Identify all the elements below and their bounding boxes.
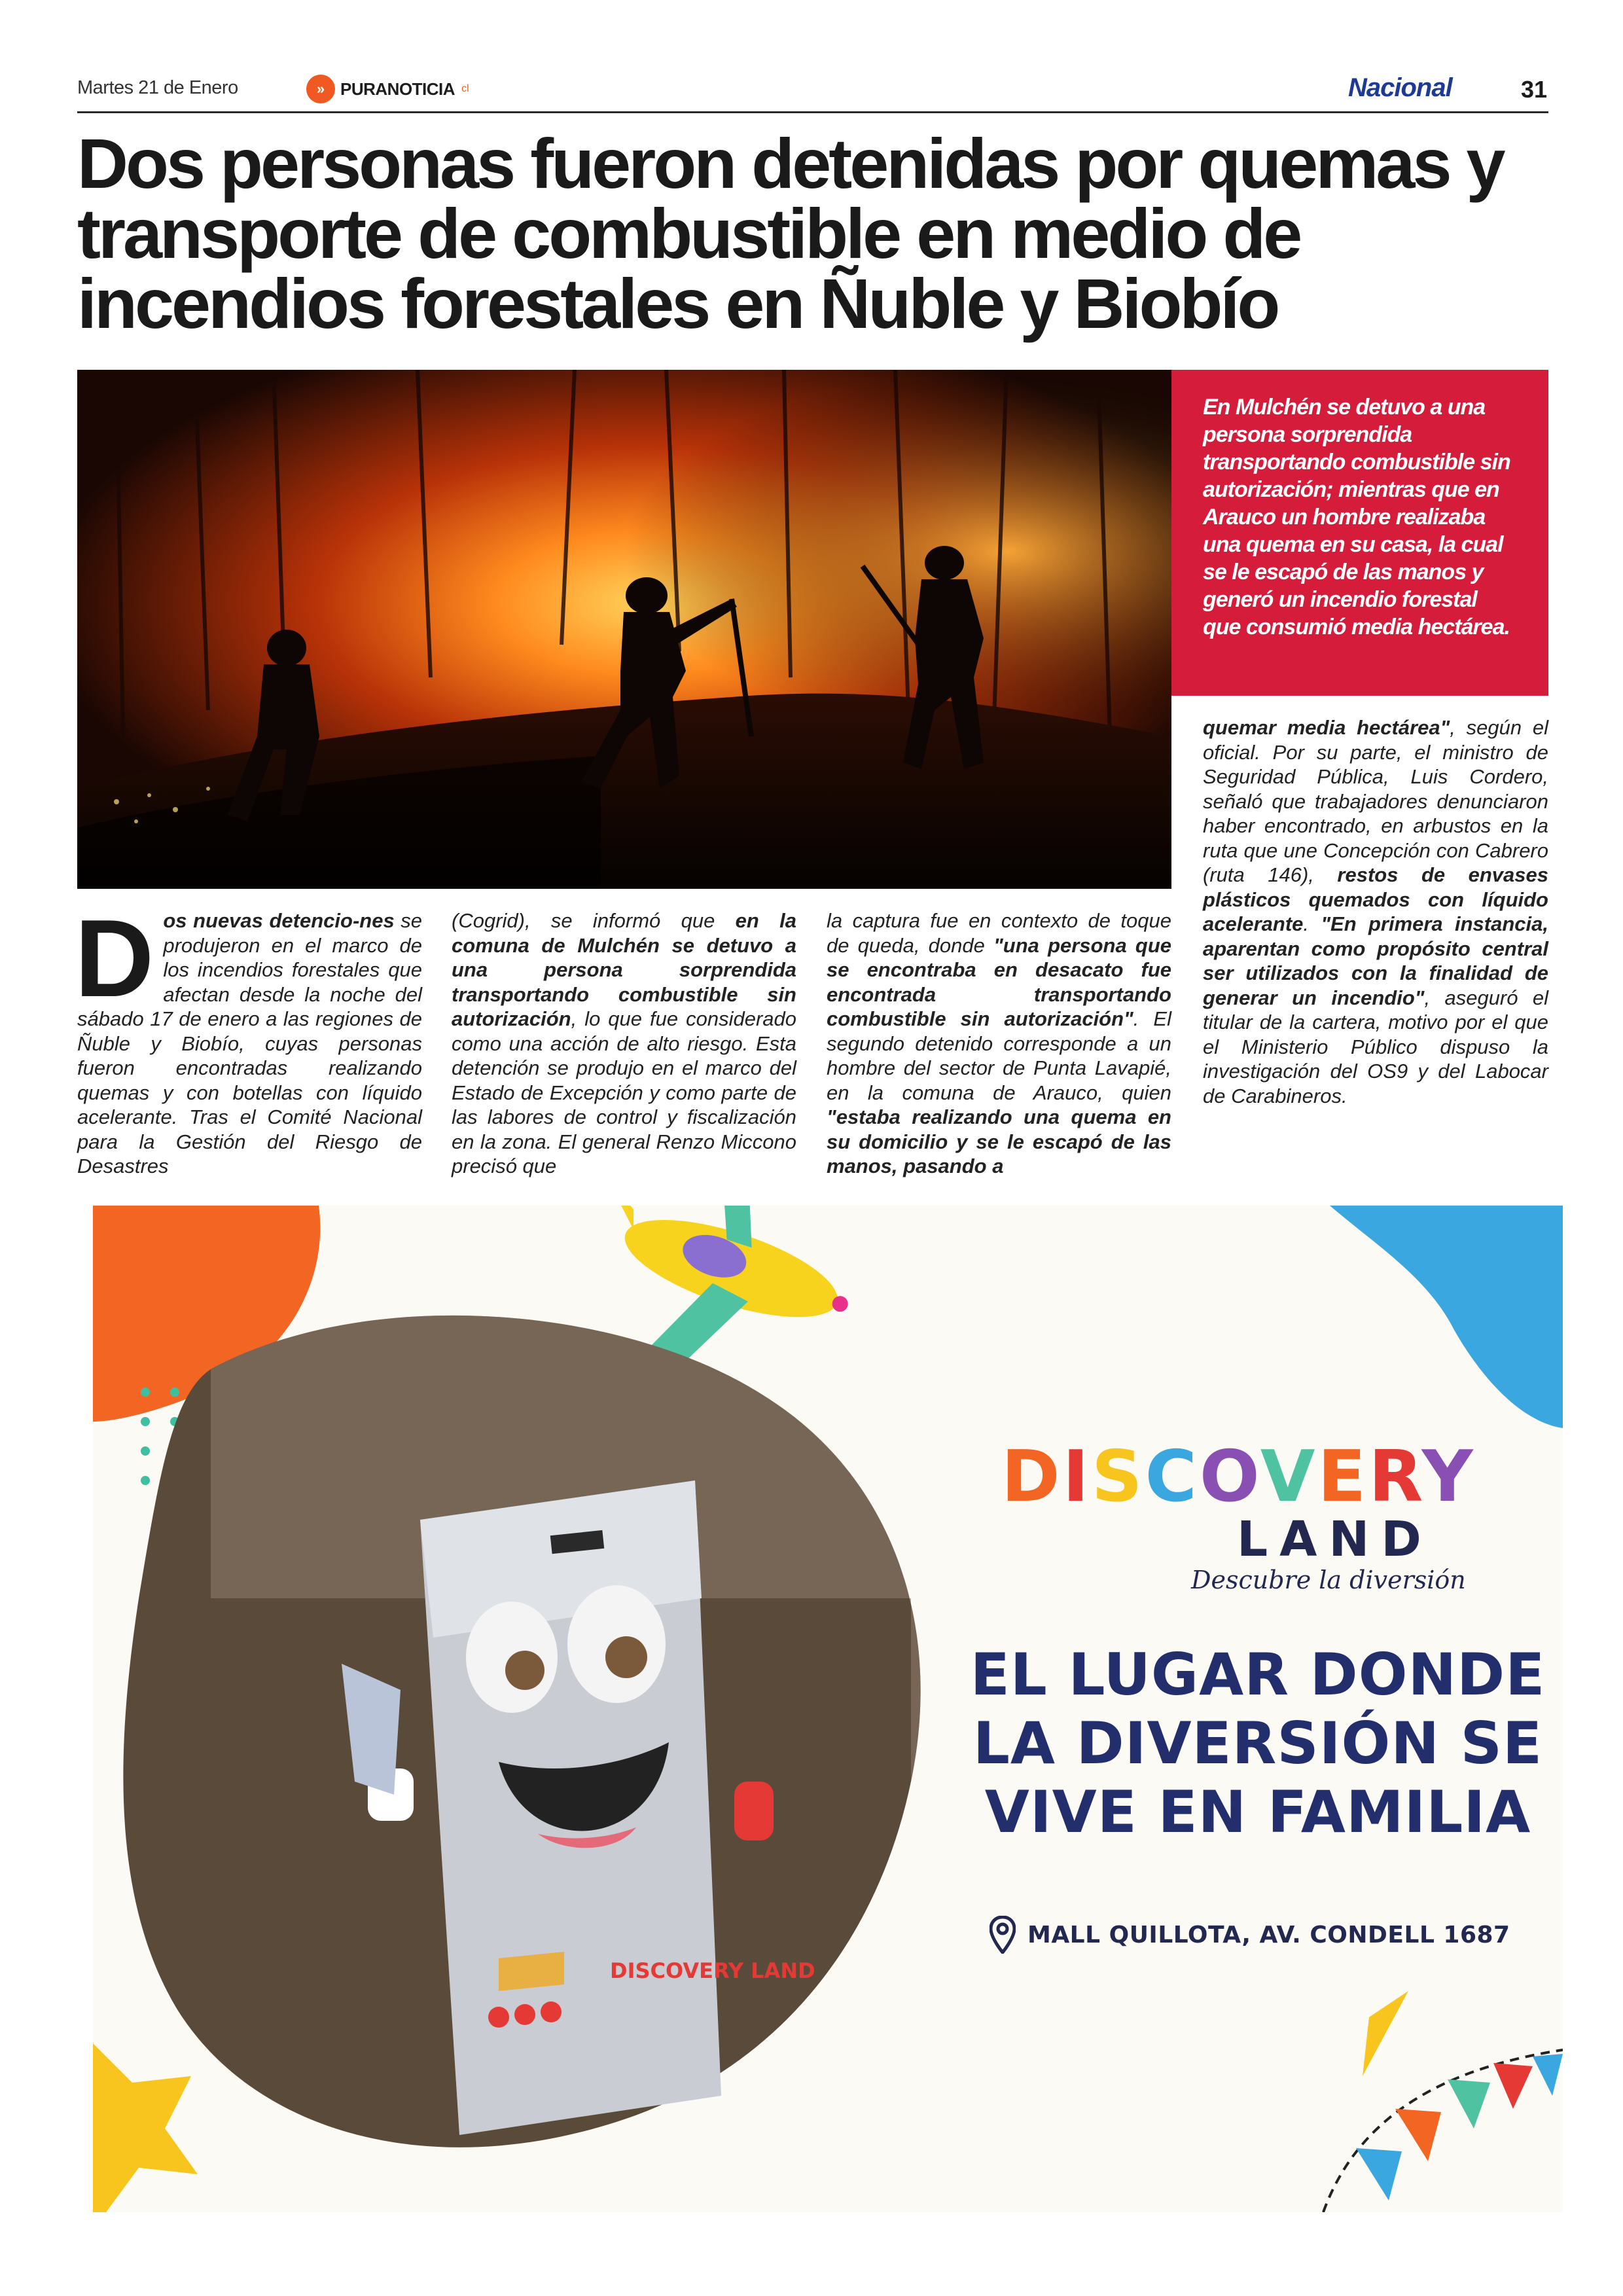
highlight-box [1171, 370, 1548, 696]
map-pin-icon [990, 1916, 1016, 1954]
header-rule [77, 111, 1548, 113]
brand-suffix: cl [461, 83, 469, 94]
logo-word: DISCOVERY [1001, 1436, 1476, 1518]
col4-run: , aseguró el titular de la cartera, motivo por el que el Ministerio Público dispuso la investigación del OS9 y del Labocar de Carabineros. [1203, 986, 1548, 1107]
drop-cap: D [75, 897, 154, 1020]
slogan-line-1: EL LUGAR DONDE [970, 1641, 1546, 1708]
section-label: Nacional [1348, 73, 1452, 102]
article-column-2 [452, 908, 796, 1179]
article-column-1 [75, 897, 422, 1179]
discovery-land-logo [1001, 1436, 1563, 1594]
article-column-3 [827, 908, 1171, 1179]
mascot-badge: DISCOVERY LAND [610, 1958, 815, 1983]
col4-run: , según el oficial. Por su parte, el ministro de Seguridad Pública, Luis Cordero, señaló que trabajadores denunciaron haber encontrado, en arbustos en la ruta que une Concepción con Cabrero (ruta 146), [1203, 716, 1548, 886]
brand-name: PURANOTICIA [340, 79, 455, 99]
col4-run: "En primera instancia, aparentan como propósito central ser utilizados con la finalidad de generar un incendio" [1203, 912, 1548, 1009]
issue-date: Martes 21 de Enero [77, 77, 238, 98]
col3-run: . El segundo detenido corresponde a un hombre del sector de Punta Lavapié, en la comuna de Arauco, quien [827, 1007, 1171, 1104]
headline: Dos personas fueron detenidas por quemas y transporte de combustible en medio de incendios forestales en Ñuble y Biobío [77, 124, 1503, 343]
col3-run: la captura fue en contexto de toque de queda, donde [827, 909, 1171, 957]
slogan-line-2: LA DIVERSIÓN SE [972, 1710, 1543, 1777]
brand-chevrons-icon: » [306, 75, 335, 103]
slogan-line-3: VIVE EN FAMILIA [984, 1778, 1531, 1846]
logo-sub: LAND [1237, 1511, 1433, 1568]
col1-run: os nuevas detencio-nes [163, 909, 395, 932]
discovery-land-ad[interactable] [93, 1206, 1563, 2212]
address-text: MALL QUILLOTA, AV. CONDELL 1687 [1027, 1921, 1510, 1948]
col2-run: (Cogrid), se informó que [452, 909, 736, 932]
col3-run: "estaba realizando una quema en su domicilio y se le escapó de las manos, pasando a [827, 1105, 1171, 1177]
ad-address[interactable] [990, 1916, 1510, 1954]
article-column-4 [1203, 715, 1548, 1108]
col2-run: , lo que fue considerado como una acción de alto riesgo. Esta detención se produjo en el marco del Estado de Excepción y como parte de las labores de control y fiscalización en la zona. El general Renzo Miccono precisó que [452, 1007, 796, 1177]
page-number: 31 [1521, 76, 1548, 103]
highlight-text: En Mulchén se detuvo a una persona sorprendida transportando combustible sin autorización; mientras que en Arauco un hombre realizaba una quema en su casa, la cual se le escapó de las manos y generó un incendio forestal que consumió media hectárea. [1203, 395, 1510, 639]
col4-run: restos de envases plásticos quemados con líquido acelerante [1203, 863, 1549, 935]
brand-logo[interactable] [306, 75, 469, 103]
col4-run: . [1303, 912, 1321, 935]
col3-run: "una persona que se encontraba en desacato fue encontrada transportando combustible sin autorización" [827, 933, 1171, 1030]
col4-run: quemar media hectárea" [1203, 716, 1450, 739]
col1-run: se produjeron en el marco de los incendios forestales que afectan desde la noche del sábado 17 de enero a las regiones de Ñuble y Biobío, cuyas personas fueron encontradas realizando quemas y con botellas con líquido acelerante. Tras el Comité Nacional para la Gestión del Riesgo de Desastres [77, 909, 422, 1177]
logo-tagline: Descubre la diversión [1191, 1566, 1466, 1594]
ad-background-shapes [93, 1206, 1563, 2212]
wildfire-photo [77, 370, 1171, 889]
col2-run: en la comuna de Mulchén se detuvo a una persona sorprendida transportando combustible sin autorización [452, 909, 796, 1030]
